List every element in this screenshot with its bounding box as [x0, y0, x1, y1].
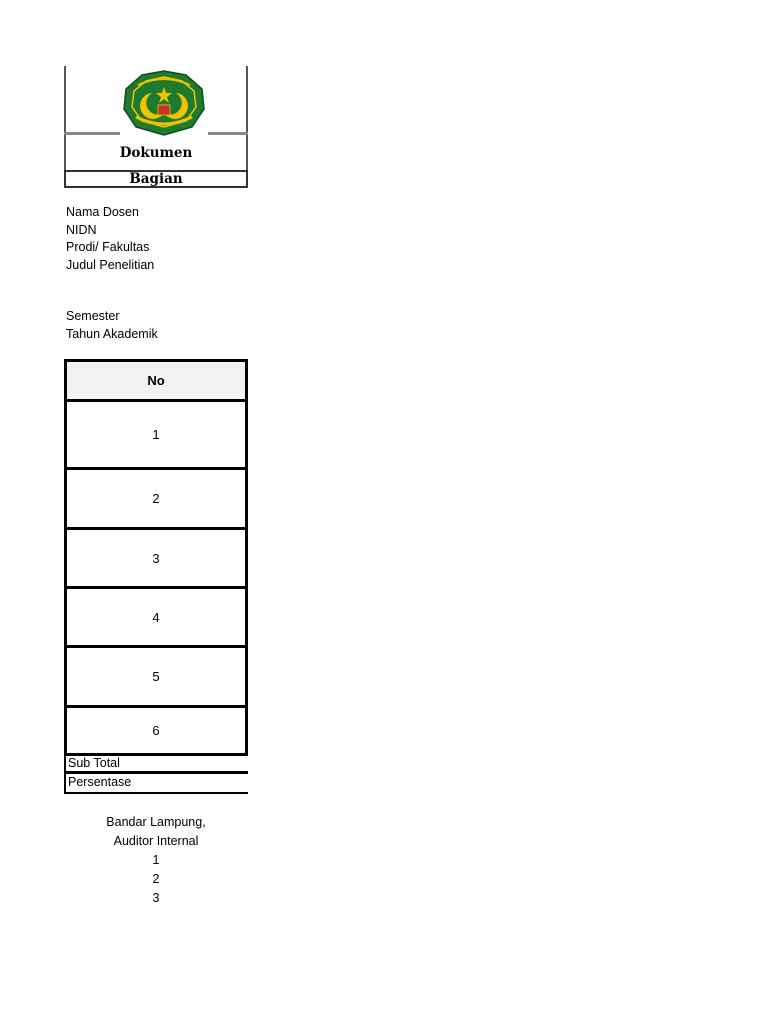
- label-semester: Semester: [66, 309, 120, 323]
- table-row: 1: [64, 402, 248, 470]
- audit-table: [64, 359, 248, 756]
- header-left-border: [64, 66, 66, 136]
- signature-line: 3: [152, 891, 160, 905]
- table-row: 6: [64, 708, 248, 756]
- section-title: Bagian: [64, 170, 248, 188]
- table-row: 5: [64, 648, 248, 708]
- label-prodi: Prodi/ Fakultas: [66, 240, 150, 254]
- signature-place: Bandar Lampung,: [106, 815, 206, 829]
- university-seal-logo: [122, 69, 206, 137]
- period-info: [66, 308, 158, 343]
- label-nidn: NIDN: [66, 222, 97, 237]
- subtotal-row: Sub Total: [64, 755, 248, 774]
- header-divider-right: [208, 132, 248, 135]
- percentage-row: Persentase: [64, 774, 248, 794]
- header-divider-left: [64, 132, 120, 135]
- label-nama-dosen: Nama Dosen: [66, 205, 139, 219]
- label-tahun: Tahun Akademik: [66, 326, 158, 341]
- signature-block: [64, 813, 248, 908]
- document-header: [64, 66, 248, 188]
- table-header-no: No: [64, 359, 248, 402]
- table-row: 3: [64, 530, 248, 589]
- signature-line: 1: [152, 853, 160, 867]
- signature-role: Auditor Internal: [113, 834, 199, 848]
- document-title: Dokumen: [64, 136, 248, 170]
- label-judul: Judul Penelitian: [66, 257, 155, 272]
- signature-line: 2: [152, 872, 160, 886]
- lecturer-info: [66, 204, 154, 274]
- table-row: 4: [64, 589, 248, 648]
- table-row: 2: [64, 470, 248, 530]
